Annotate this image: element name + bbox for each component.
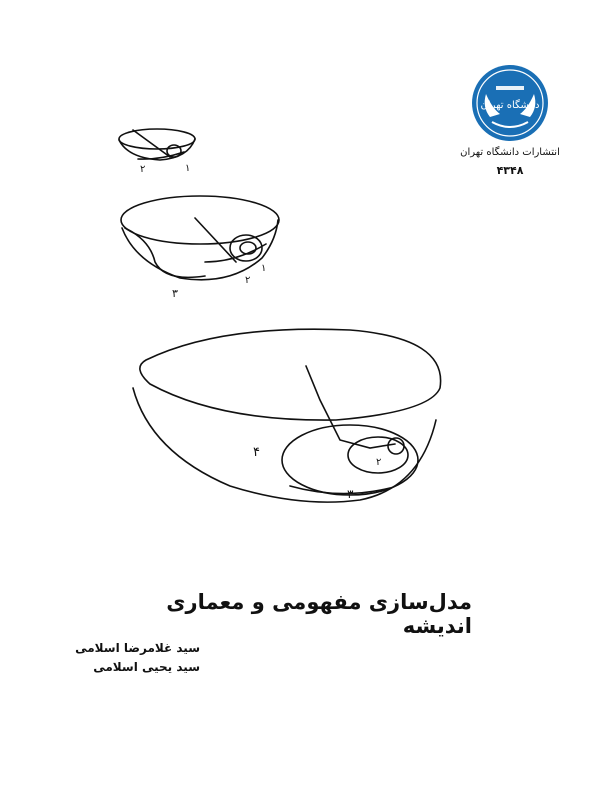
medium-bowl-label-2: ۲	[245, 275, 251, 286]
author-name: سید غلامرضا اسلامی	[75, 641, 200, 655]
large-bowl-drawing	[133, 329, 441, 502]
medium-bowl-drawing	[121, 196, 279, 280]
medium-bowl-label-3: ۳	[172, 287, 178, 300]
author-name: سید یحیی اسلامی	[93, 660, 200, 674]
large-bowl-label-4: ۴	[253, 445, 260, 460]
small-bowl-label-2: ۲	[140, 164, 146, 175]
large-bowl-label-2: ۲	[376, 457, 382, 468]
large-bowl-label-3: ۳	[347, 487, 354, 501]
medium-bowl-label-1: ۱	[261, 263, 267, 274]
small-bowl-label-1: ۱	[185, 163, 191, 174]
publication-number: ۴۳۴۸	[496, 164, 524, 177]
publisher-name: انتشارات دانشگاه تهران	[460, 147, 560, 158]
emblem-text: دانشگاه تهران	[480, 100, 540, 111]
book-title: مدل‌سازی مفهومی و معماری اندیشه	[166, 590, 472, 638]
small-bowl-drawing	[119, 129, 195, 160]
